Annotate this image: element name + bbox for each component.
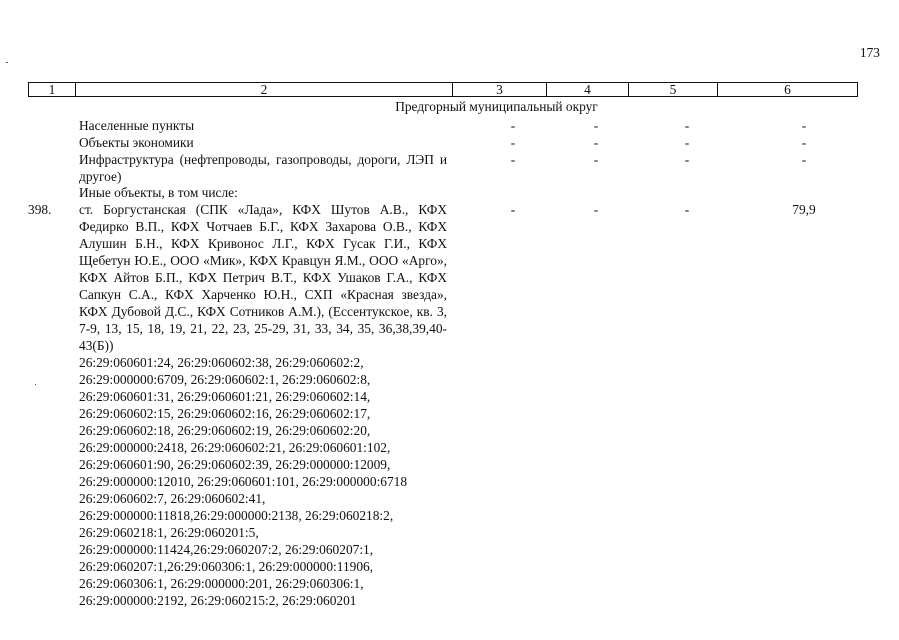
header-col-5: 5 bbox=[629, 83, 718, 96]
cadastral-line: 26:29:060602:7, 26:29:060602:41, bbox=[79, 491, 266, 506]
cadastral-line: 26:29:000000:11818,26:29:000000:2138, 26:29:060218:2, bbox=[79, 508, 394, 523]
row-col-3: - bbox=[510, 135, 516, 150]
cadastral-line: 26:29:060306:1, 26:29:000000:201, 26:29:060306:1, bbox=[79, 576, 364, 591]
section-title: Предгорный муниципальный округ bbox=[395, 99, 598, 114]
row-number: 398. bbox=[28, 202, 52, 217]
cadastral-line: 26:29:060602:15, 26:29:060602:16, 26:29:060602:17, bbox=[79, 406, 371, 421]
scan-speck bbox=[35, 384, 36, 385]
row-col-3: - bbox=[510, 152, 516, 167]
cadastral-line: 26:29:000000:2418, 26:29:060602:21, 26:29:060601:102, bbox=[79, 440, 391, 455]
header-col-4: 4 bbox=[547, 83, 629, 96]
cadastral-line: 26:29:000000:2192, 26:29:060215:2, 26:29:060201 bbox=[79, 593, 357, 608]
cadastral-line: 26:29:060601:31, 26:29:060601:21, 26:29:060602:14, bbox=[79, 389, 371, 404]
cadastral-line: 26:29:060601:24, 26:29:060602:38, 26:29:060602:2, bbox=[79, 355, 364, 370]
row-description: Населенные пункты bbox=[79, 118, 195, 133]
cadastral-line: 26:29:060602:18, 26:29:060602:19, 26:29:060602:20, bbox=[79, 423, 371, 438]
row-col-6: - bbox=[801, 152, 807, 167]
header-col-2: 2 bbox=[76, 83, 453, 96]
row-description: Объекты экономики bbox=[79, 135, 194, 150]
header-col-1: 1 bbox=[29, 83, 76, 96]
cadastral-line: 26:29:060207:1,26:29:060306:1, 26:29:000000:11906, bbox=[79, 559, 374, 574]
row-col-4: - bbox=[593, 135, 599, 150]
cadastral-line: 26:29:000000:11424,26:29:060207:2, 26:29:060207:1, bbox=[79, 542, 374, 557]
row-description: ст. Боргустанская (СПК «Лада», КФХ Шутов А.В., КФХ Федирко В.П., КФХ Чотчаев Б.Г., КФХ Захарова О.В., КФХ Алушин Б.Н., КФХ Кривонос Л.Г., КФХ Гусак Г.И., КФХ Щебетун Ю.Е., ООО «Мик», КФХ Кравцун Я.М., ООО «Арго», КФХ Айтов Б.П., КФХ Петрич В.Т., КФХ Ушаков Г.А., КФХ Сапкун С.А., КФХ Харченко Ю.Н., СХП «Красная звезда», КФХ Дубовой Д.С., КФХ Сотников А.М.), (Ессентукское, кв. 3, 7-9, 13, 15, 18, 19, 21, 22, 23, 25-29, 31, 33, 34, 35, 36,38,39,40-43(Б)) bbox=[79, 202, 447, 353]
row-col-4: - bbox=[593, 202, 599, 217]
row-description: Иные объекты, в том числе: bbox=[79, 185, 238, 200]
cadastral-line: 26:29:060218:1, 26:29:060201:5, bbox=[79, 525, 259, 540]
cadastral-line: 26:29:060601:90, 26:29:060602:39, 26:29:000000:12009, bbox=[79, 457, 391, 472]
row-col-5: - bbox=[684, 202, 690, 217]
row-col-3: - bbox=[510, 202, 516, 217]
row-col-4: - bbox=[593, 118, 599, 133]
header-col-3: 3 bbox=[453, 83, 547, 96]
cadastral-line: 26:29:000000:12010, 26:29:060601:101, 26:29:000000:6718 bbox=[79, 474, 408, 489]
cadastral-line: 26:29:000000:6709, 26:29:060602:1, 26:29:060602:8, bbox=[79, 372, 371, 387]
scan-speck bbox=[6, 62, 8, 63]
header-col-6: 6 bbox=[784, 82, 791, 97]
row-col-3: - bbox=[510, 118, 516, 133]
page-number: 173 bbox=[859, 45, 880, 60]
row-col-4: - bbox=[593, 152, 599, 167]
row-col-5: - bbox=[684, 118, 690, 133]
row-col-6: - bbox=[801, 135, 807, 150]
row-col-5: - bbox=[684, 135, 690, 150]
row-description: Инфраструктура (нефтепроводы, газопроводы, дороги, ЛЭП и другое) bbox=[79, 152, 447, 184]
row-col-6: 79,9 bbox=[792, 202, 816, 217]
table-header bbox=[28, 82, 858, 97]
row-col-5: - bbox=[684, 152, 690, 167]
row-col-6: - bbox=[801, 118, 807, 133]
